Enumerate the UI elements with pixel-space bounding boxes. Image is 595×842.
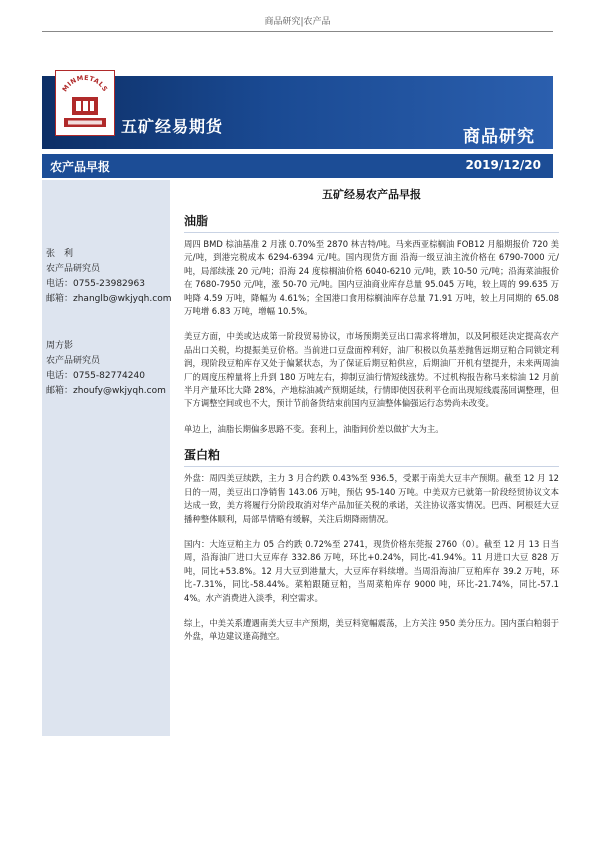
- paragraph: 综上，中美关系遭遇南美大豆丰产预期，美豆料宽幅震荡，上方关注 950 美分压力。国内蛋白粕弱于外盘，单边建议逢高抛空。: [184, 617, 559, 642]
- document-title: 五矿经易农产品早报: [322, 188, 421, 201]
- logo-lettering: MINMETALS: [60, 73, 110, 94]
- analyst-email: 邮箱：zhanglb@wkjyqh.com: [46, 294, 172, 304]
- report-date: 2019/12/20: [465, 158, 541, 172]
- analyst-role: 农产品研究员: [46, 356, 101, 366]
- paragraph: 周四 BMD 棕油基准 2 月涨 0.70%至 2870 林吉特/吨。马来西亚棕榈油 FOB12 月船期报价 720 美元/吨，到港完税成本 6294-6394 元/吨。国内现货方面 沿海一级豆油主流价格在 6790-7000 元/吨，局部续涨 20 元/吨；沿海 24 度棕榈油价格 6040-6210 元/吨，跌 10-50 元/吨；沿海菜油报价在 7680-7950 元/吨，涨 50-70 元/吨。国内豆油商业库存总量 95.045 万吨，较上周的 99.635 万吨降 4.59 万吨，降幅为 4.61%；全国港口食用棕榈油库存总量 71.91 万吨，较上月同期的 65.08 万吨增 6.83 万吨，增幅 10.5%。: [184, 239, 559, 317]
- analyst-name: 周方影: [46, 341, 74, 351]
- title-bar: [42, 154, 553, 178]
- analyst-contact: [46, 247, 170, 307]
- paragraph: 外盘：周四美豆续跌，主力 3 月合约跌 0.43%至 936.5，受累于南美大豆丰产预期。截至 12 月 12 日的一周，美豆出口净销售 143.06 万吨，预估 95-140 万吨。中美双方已就第一阶段经贸协议文本达成一致，美方将履行分阶段取消对华产品加征关税的承诺，关注协议落实情况。巴西、阿根廷大豆播种整体顺利，局部旱情略有缓解，关注后期降雨情况。: [184, 473, 559, 524]
- analyst-phone: 电话：0755-23982963: [46, 279, 145, 289]
- report-category: 农产品早报: [50, 160, 111, 174]
- analyst-email: 邮箱：zhoufy@wkjyqh.com: [46, 386, 166, 396]
- analyst-contact: [46, 339, 170, 399]
- analyst-name: 张 利: [46, 249, 74, 259]
- analyst-phone: 电话：0755-82774240: [46, 371, 145, 381]
- main-content: [184, 186, 559, 656]
- paragraph: 国内：大连豆粕主力 05 合约跌 0.72%至 2741，现货价格东莞报 2760（0）。截至 12 月 13 日当周，沿海油厂进口大豆库存 332.86 万吨，环比+0.24%，同比-41.94%。11 月进口大豆 828 万吨，同比+53.8%。12 月大豆到港量大，大豆库存料续增。当周沿海油厂豆粕库存 39.2 万吨，环比-7.31%，同比-58.44%。菜粕跟随豆粕，当周菜粕库存 9000 吨，环比-21.74%，同比-57.14%。水产消费进入淡季，利空需求。: [184, 538, 559, 603]
- company-logo: [55, 70, 115, 136]
- report-type: 商品研究: [463, 127, 535, 147]
- running-header: 商品研究|农产品: [264, 17, 331, 27]
- section-heading-oils: 油脂: [184, 212, 559, 233]
- section-heading-protein-meal: 蛋白粕: [184, 446, 559, 467]
- header-divider: [42, 31, 553, 32]
- paragraph: 美豆方面，中美或达成第一阶段贸易协议，市场预期美豆出口需求将增加，以及阿根廷决定提高农产品出口关税，均提振美豆价格。当前进口豆盘面榨利好，油厂积极以负基差抛售远期豆粕合同锁定利润，现阶段豆粕库存又处于偏紧状态，为了保证后期豆粕供应，后期油厂开机有望提升，未来两周油厂的周度压榨量将上升到 180 万吨左右，抑制豆油行情短线涨势。不过机构报告称马来棕油 12 月前半月产量环比大降 28%，产地棕油减产预期延续，行情即使因获利平仓而出现短线震荡回调整理，但下方调整空间或也不大，预计节前备货结束前国内豆油整体偏强运行态势尚未改变。: [184, 331, 559, 409]
- company-name: 五矿经易期货: [121, 117, 224, 136]
- paragraph: 单边上，油脂长期偏多思路不变。套利上，油脂间价差以做扩大为主。: [184, 423, 444, 434]
- minmetals-logo-icon: [56, 71, 114, 135]
- svg-text:MINMETALS: [61, 74, 110, 93]
- analyst-role: 农产品研究员: [46, 264, 101, 274]
